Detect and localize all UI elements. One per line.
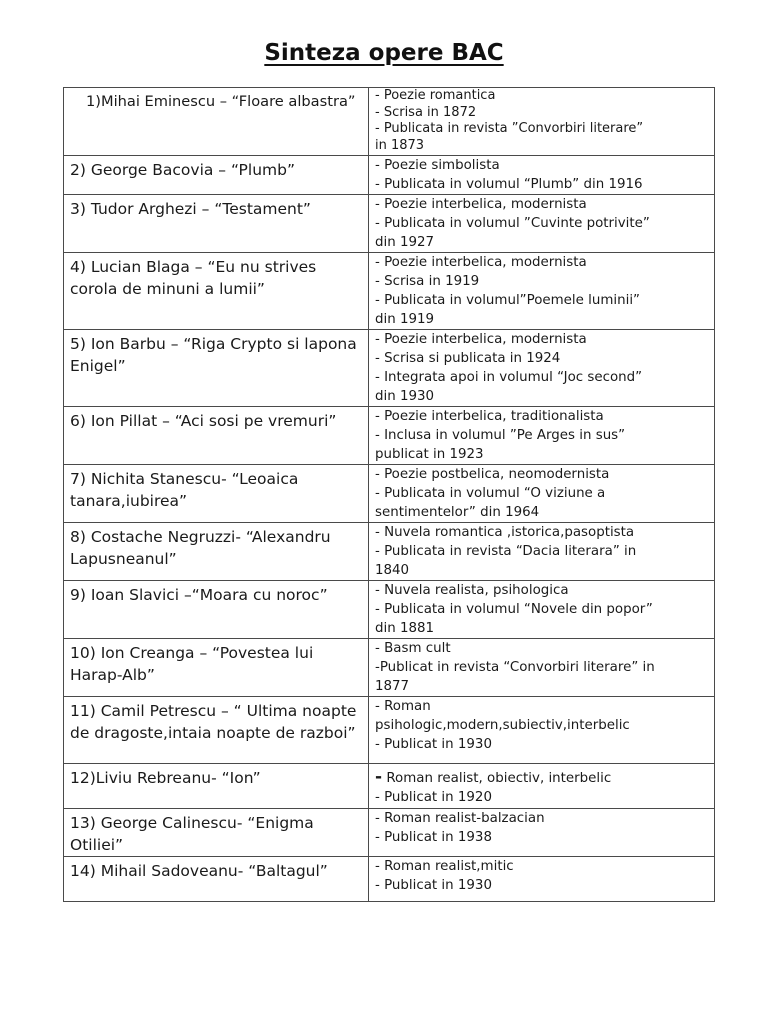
work-title: 3) Tudor Arghezi – “Testament” [70,200,311,218]
info-line: - Poezie interbelica, modernista [375,255,587,270]
work-cell [64,764,369,809]
work-cell [64,407,369,465]
bullet-dash: - [375,767,383,787]
work-cell [64,465,369,523]
info-line: 1877 [375,679,410,694]
info-line: - Scrisa in 1872 [375,104,477,120]
info-line: - Roman realist,mitic [375,859,514,874]
info-cell [369,465,715,523]
info-line: - Publicata in volumul “O viziune a [375,486,606,501]
info-cell [369,764,715,809]
work-cell [64,156,369,195]
work-title: 7) Nichita Stanescu- “Leoaica tanara,iubirea” [70,470,299,510]
info-line: din 1881 [375,621,435,636]
info-line: - Roman realist-balzacian [375,811,545,826]
info-cell [369,697,715,764]
work-cell [64,88,369,156]
info-cell [369,88,715,156]
info-cell [369,407,715,465]
table-row [64,764,715,809]
info-line: din 1930 [375,389,435,404]
table-row [64,639,715,697]
work-title: 14) Mihail Sadoveanu- “Baltagul” [70,862,328,880]
work-cell [64,857,369,902]
info-line: - Poezie simbolista [375,158,500,173]
work-cell [64,253,369,330]
info-line: - Integrata apoi in volumul “Joc second” [375,370,643,385]
info-line: - Poezie romantica [375,88,496,103]
work-title: 13) George Calinescu- “Enigma Otiliei” [70,814,314,854]
info-cell [369,809,715,857]
work-cell [64,581,369,639]
info-line: - Basm cult [375,641,451,656]
page-title: Sinteza opere BAC [264,40,504,66]
info-line: din 1919 [375,312,435,327]
info-line: - Publicat in 1930 [375,737,492,752]
info-line: -Publicat in revista “Convorbiri literare” in [375,660,655,675]
info-cell [369,330,715,407]
table-row [64,330,715,407]
info-line [375,768,708,788]
info-line: - Publicata in revista ”Convorbiri literare” [375,121,644,136]
work-cell [64,697,369,764]
table-row [64,407,715,465]
info-line: - Scrisa si publicata in 1924 [375,351,561,366]
info-text: Roman realist, obiectiv, interbelic [382,771,612,786]
info-cell [369,857,715,902]
info-line: psihologic,modern,subiectiv,interbelic [375,718,630,733]
info-line: - Poezie interbelica, traditionalista [375,409,604,424]
table-row [64,697,715,764]
info-line: sentimentelor” din 1964 [375,505,540,520]
info-line: - Publicata in volumul “Plumb” din 1916 [375,177,643,192]
info-line: din 1927 [375,235,435,250]
info-cell [369,523,715,581]
work-title: 2) George Bacovia – “Plumb” [70,161,295,179]
info-line: - Roman [375,699,431,714]
work-title: 1)Mihai Eminescu – “Floare albastra” [86,93,356,110]
work-title: 12)Liviu Rebreanu- “Ion” [70,769,261,787]
table-row [64,809,715,857]
table-row [64,857,715,902]
info-line: - Publicat in 1930 [375,878,492,893]
info-line: - Publicata in revista “Dacia literara” in [375,544,637,559]
info-line: - Publicata in volumul”Poemele luminii” [375,293,640,308]
work-title: 9) Ioan Slavici –“Moara cu noroc” [70,586,328,604]
work-cell [64,639,369,697]
work-cell [64,330,369,407]
info-line: - Scrisa in 1919 [375,274,480,289]
info-cell [369,639,715,697]
synthesis-table [63,87,715,902]
work-title: 10) Ion Creanga – “Povestea lui Harap-Alb” [70,644,314,684]
info-line: - Publicat in 1920 [375,790,492,805]
info-cell [369,253,715,330]
info-line: - Nuvela realista, psihologica [375,583,569,598]
work-cell [64,523,369,581]
info-line: 1840 [375,563,410,578]
info-line: - Publicata in volumul ”Cuvinte potrivite” [375,216,650,231]
work-title: 11) Camil Petrescu – “ Ultima noapte de dragoste,intaia noapte de razboi” [70,702,357,742]
work-cell [64,195,369,253]
info-line: - Poezie postbelica, neomodernista [375,467,610,482]
table-row [64,156,715,195]
info-cell [369,156,715,195]
info-line: - Publicat in 1938 [375,830,492,845]
table-row [64,523,715,581]
table-row [64,581,715,639]
info-line: - Poezie interbelica, modernista [375,332,587,347]
info-cell [369,581,715,639]
work-cell [64,809,369,857]
info-cell [369,195,715,253]
work-title: 5) Ion Barbu – “Riga Crypto si lapona Enigel” [70,335,357,375]
info-line: - Nuvela romantica ,istorica,pasoptista [375,525,635,540]
info-line: publicat in 1923 [375,447,484,462]
table-row [64,465,715,523]
work-title: 4) Lucian Blaga – “Eu nu strives corola de minuni a lumii” [70,258,317,298]
info-line: - Poezie interbelica, modernista [375,197,587,212]
table-row [64,253,715,330]
table-row [64,195,715,253]
info-line: - Inclusa in volumul ”Pe Arges in sus” [375,428,626,443]
work-title: 6) Ion Pillat – “Aci sosi pe vremuri” [70,412,337,430]
info-line: - Publicata in volumul “Novele din popor” [375,602,653,617]
table-row [64,88,715,156]
work-title: 8) Costache Negruzzi- “Alexandru Lapusneanul” [70,528,331,568]
info-line: in 1873 [375,137,425,153]
